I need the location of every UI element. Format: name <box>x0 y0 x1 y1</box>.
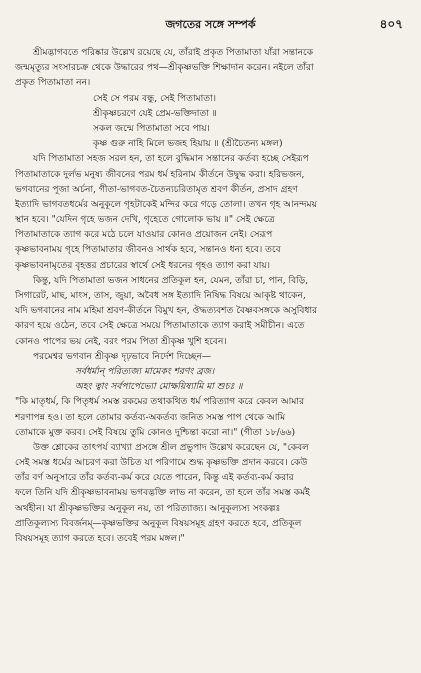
text-line: সিগারেট, মাছ, মাংস, তাস, জুয়া, অবৈধ সঙ্গ ইত্যাদি নিষিদ্ধ বিষয়ে আকৃষ্ট থাকেন, <box>15 291 306 301</box>
text-line: ভগবানের পূজা অর্চনা, গীতা-ভাগবত-চৈতন্যচরিতামৃত শ্রবণ কীর্তন, প্রসাদ গ্রহণ <box>15 184 298 195</box>
text-line: কিন্তু, যদি পিতামাতা ভজন সাধনের প্রতিকূল হন, যেমন, তাঁরা চা, পান, বিড়ি, <box>33 275 309 286</box>
text-line: শ্রীমদ্ভাগবতে পরিষ্কার উল্লেখ রয়েছে যে, তাঁরাই প্রকৃত পিতামাতা যাঁরা সন্তানকে <box>33 48 314 58</box>
text-line: কোনও পাপের ভয় নেই, বরং পরম পিতা শ্রীকৃষ্ণ খুশি হবেন। <box>15 336 227 347</box>
text-line: তাঁর বর্ণ অনুসারে তাঁর কর্তব্য-কর্ম করে যেতে পারেন, কিন্তু এই কর্তব্য-কর্ম করার <box>15 473 294 484</box>
text-line: "কি মাতৃধর্ম, কি পিতৃধর্ম সমস্ত রকমের তথাকথিত ধর্ম পরিত্যাগ করে কেবল আমার <box>15 397 305 408</box>
text-line: পিতামাতাকে দুর্লভ মনুষ্য জীবনের পরম ধর্ম হরিনাম কীর্তনে উদ্বুদ্ধ করা। হরিভজন, <box>15 169 305 180</box>
paragraph <box>15 350 411 365</box>
text-line: অর্থহীন। যা শ্রীকৃষ্ণভক্তির অনুকূল নয়, তা পরিত্যাজ্য। আনুকূল্যস্য সংকল্পঃ <box>15 503 281 514</box>
text-line: কৃষ্ণ গুরু নাহি মিলে ভজহ হিয়ায় ॥ (শ্রীচৈতন্য মঙ্গল) <box>93 139 283 150</box>
text-line: সকল জন্মে পিতামাতা সবে পায়। <box>93 123 210 134</box>
paragraph <box>15 395 411 441</box>
body-text <box>15 46 411 547</box>
text-line: জন্মমৃত্যুর সংসারচক্র থেকে উদ্ধারের পথ—শ্রীকৃষ্ণভক্তি শিক্ষাদান করেন। নইলে তাঁরা <box>15 63 314 74</box>
text-line: পিতামাতাকে ত্যাগ করে মঠে চলে যাওয়ার কোনও প্রয়োজন নেই। সেরূপ <box>15 230 273 241</box>
text-line: অহং ত্বাং সর্বপাপেভ্যো মোক্ষয়িষ্যামি মা শুচঃ ॥ <box>75 382 243 393</box>
text-line: সেই সমস্ত ধর্মের আচরণ করা উচিত যা পরিণামে শুদ্ধ কৃষ্ণভক্তি প্রদান করবে। কেউ <box>15 458 308 469</box>
text-line: ইত্যাদি ভাগবতধর্মের অনুকূলে গৃহটাকেই মন্দির করে গড়ে তোলা। তখন গৃহ আনন্দময় <box>15 199 317 210</box>
text-line: ফলে তিনি যদি শ্রীকৃষ্ণভাবনাময় ভগবদ্ভক্তি লাভ না করেন, তা হলে তাঁর সমস্ত কর্মই <box>15 488 310 499</box>
text-line: তোমাকে মুক্ত করব। সেই বিষয়ে তুমি কোনও দুশ্চিন্তা করো না।" (গীতা ১৮/৬৬) <box>15 427 296 438</box>
text-line: কারণ হয়ে ওঠেন, তবে সেই ক্ষেত্রে সময়ে পিতামাতাকে ত্যাগ করাই সমীচীন। এতে <box>15 321 305 332</box>
page-header <box>0 14 421 32</box>
paragraph <box>15 152 411 274</box>
text-line: সর্বধর্মান্‌ পরিত্যজ্য মামেকং শরণং ব্রজ। <box>75 366 215 377</box>
text-line: কৃষ্ণভাবনাময় গৃহে পিতামাতার জীবনও সার্থক হবে, সন্তানও ধন্য হবে। তবে <box>15 245 281 256</box>
text-line: পরমেশ্বর ভগবান শ্রীকৃষ্ণ দৃঢ়ভাবে নির্দেশ দিচ্ছেন— <box>33 351 211 362</box>
text-line: বিষয়সমূহ ত্যাগ করতে হবে। তবেই পরম মঙ্গল।" <box>15 534 185 544</box>
text-line: কৃষ্ণভাবনামৃতের বৃহত্তর প্রচারের স্বার্থে সেই ধরনের গৃহও ত্যাগ করা যায়। <box>15 260 270 271</box>
verse-block <box>15 92 411 153</box>
text-line: প্রকৃত পিতামাতা নন। <box>15 78 91 89</box>
paragraph <box>15 274 411 350</box>
text-line: উক্ত শ্লোকের তাৎপর্য ব্যাখ্যা প্রসঙ্গে শ্রীল প্রভুপাদ উল্লেখ করেছেন যে, "কেবল <box>33 442 309 453</box>
paragraph <box>15 441 411 547</box>
text-line: স্থান হবে। "যেদিন গৃহে ভজন দেখি, গৃহেতে গোলোক ভায় ॥" সেই ক্ষেত্রে <box>15 215 275 226</box>
page-number: ৪০৭ <box>379 17 403 31</box>
paragraph <box>15 46 411 92</box>
text-line: যদি ভগবানের নাম মহিমা শ্রবণ-কীর্তনে বিমুখ হন, ঔদ্ধত্যবশত বৈষ্ণবসঙ্গকে অসুবিধার <box>15 306 318 317</box>
text-line: সেই সে পরম বন্ধু, সেই পিতামাতা। <box>93 93 217 104</box>
running-title: জগতের সঙ্গে সম্পর্ক <box>165 18 256 31</box>
text-line: শ্রীকৃষ্ণচরণে যেই প্রেম-ভক্তিদাতা ॥ <box>93 108 217 119</box>
text-line: শরণাপন্ন হও। তা হলে তোমার কর্তব্য-অকর্তব্য জনিত সমস্ত পাপ থেকে আমি <box>15 412 286 423</box>
text-line: প্রাতিকূল্যস্য বিবর্জনম্‌—কৃষ্ণভক্তির অনুকূল বিষয়সমূহ গ্রহণ করতে হবে, প্রতিকূল <box>15 518 302 529</box>
sloka-block <box>15 365 411 395</box>
text-line: যদি পিতামাতা সহজ সরল হন, তা হলে বুদ্ধিমান সন্তানের কর্তব্য হচ্ছে সেইরূপ <box>33 154 309 165</box>
